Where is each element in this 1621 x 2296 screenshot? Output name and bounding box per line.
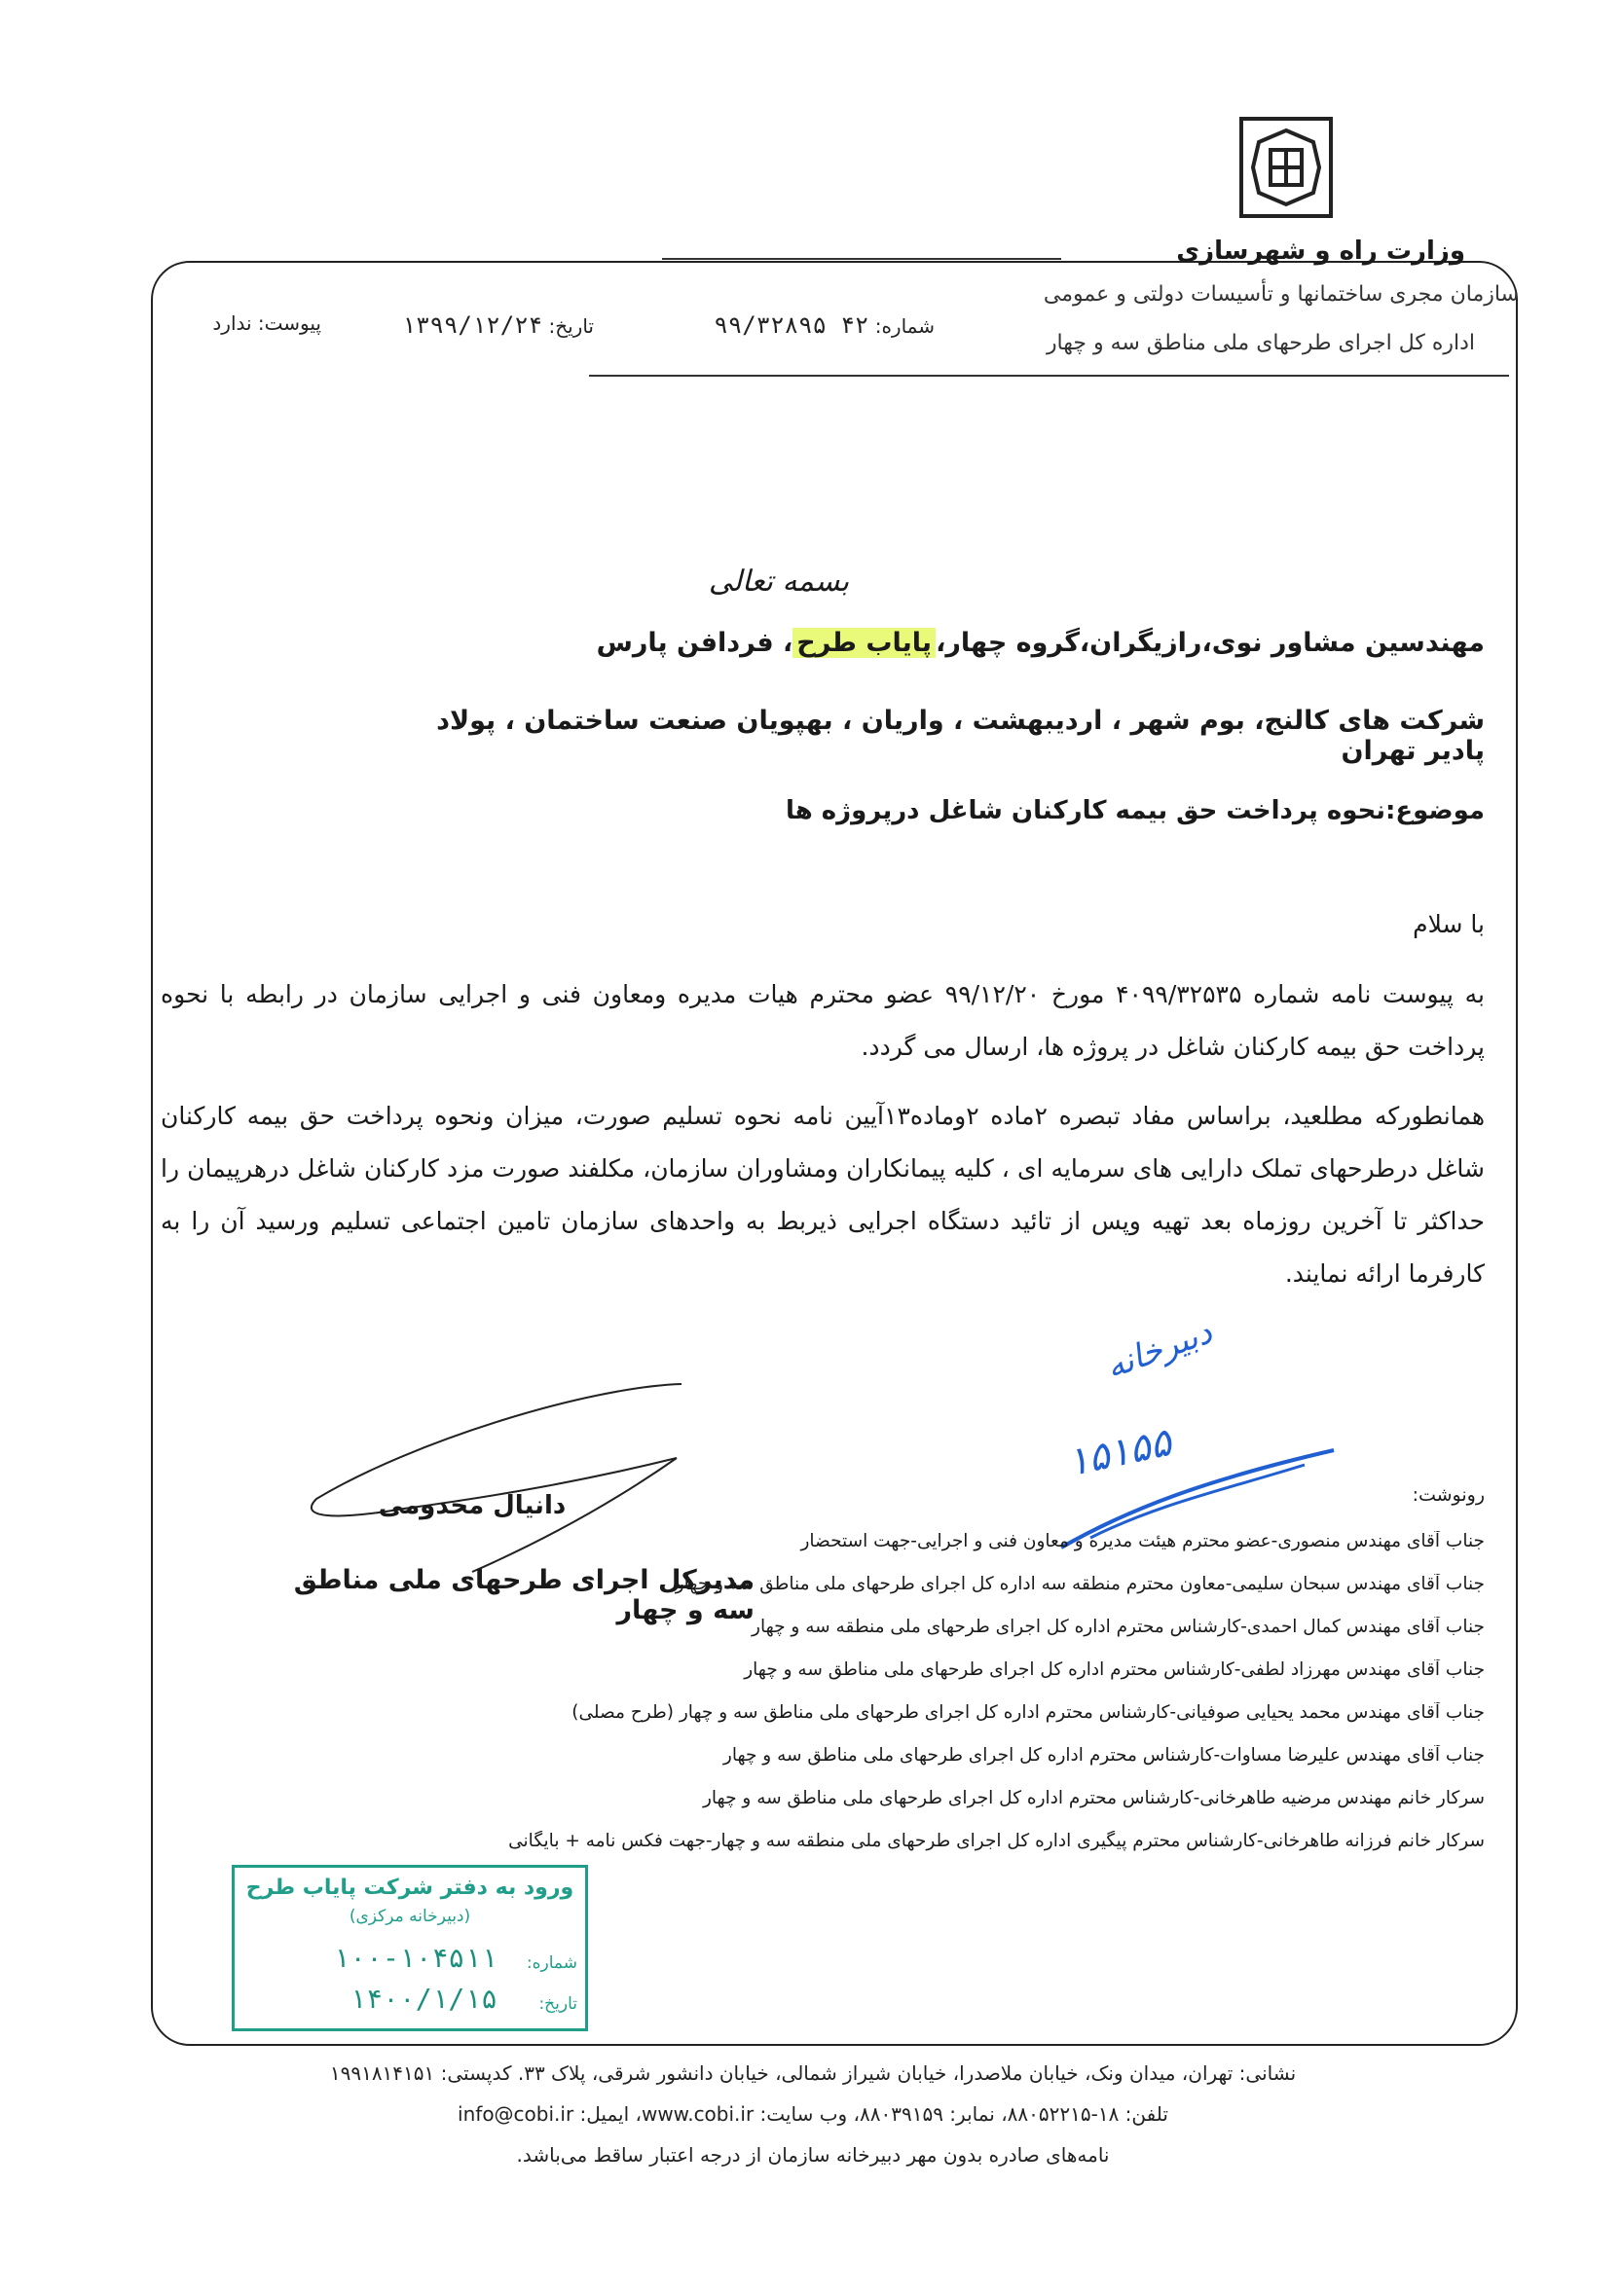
letter-number — [672, 311, 935, 339]
letter-date — [360, 311, 594, 339]
cc-item: جناب آقای مهندس منصوری-عضو محترم هیئت مدیره و معاون فنی و اجرایی-جهت استحضار — [800, 1531, 1485, 1551]
letter-date-value: ۱۳۹۹/۱۲/۲۴ — [401, 311, 543, 339]
organization-name: سازمان مجری ساختمانها و تأسیسات دولتی و عمومی — [1043, 282, 1519, 307]
cc-label: رونوشت: — [1412, 1484, 1485, 1506]
body-paragraph-1: به پیوست نامه شماره ۴۰۹۹/۳۲۵۳۵ مورخ ۹۹/۱۲/۲۰ عضو محترم هیات مدیره ومعاون فنی و اجرایی سازمان در رابطه با نحوه پرداخت حق بیمه کارکنان شاغل در پروژه ها، ارسال می گردد. — [161, 980, 1485, 1061]
recipients-line-2: شرکت های کالنج، بوم شهر ، اردیبهشت ، واریان ، بهپویان صنعت ساختمان ، پولاد پادیر تهران — [436, 706, 1485, 766]
receipt-stamp — [232, 1865, 588, 2031]
letter-attachment-label: پیوست: — [257, 311, 321, 335]
ministry-name: وزارت راه و شهرسازی — [1176, 237, 1465, 266]
cc-item: جناب آقای مهندس علیرضا مساوات-کارشناس محترم اداره کل اجرای طرحهای ملی مناطق سه و چهار — [722, 1745, 1485, 1766]
cc-item: سرکار خانم فرزانه طاهرخانی-کارشناس محترم پیگیری اداره کل اجرای طرحهای ملی منطقه سه و چهار-جهت فکس نامه + بایگانی — [508, 1831, 1485, 1851]
recipients-line-1-after: ، فردافن پارس — [596, 628, 793, 658]
handwritten-note-line1: دبیرخانه — [1100, 1312, 1218, 1387]
footer-notice: نامه‌های صادره بدون مهر دبیرخانه سازمان از درجه اعتبار ساقط می‌باشد. — [516, 2143, 1110, 2167]
letter-attachment — [175, 311, 321, 335]
footer-address: نشانی: تهران، میدان ونک، خیابان ملاصدرا، خیابان شیراز شمالی، خیابان دانشور شرقی، پلاک ۳۳. کدپستی: ۱۹۹۱۸۱۴۱۵۱ — [329, 2061, 1297, 2085]
stamp-subtitle: (دبیرخانه مرکزی) — [349, 1907, 471, 1926]
cc-item: جناب آقای مهندس کمال احمدی-کارشناس محترم اداره کل اجرای طرحهای ملی منطقه سه و چهار — [752, 1617, 1485, 1637]
cc-item: سرکار خانم مهندس مرضیه طاهرخانی-کارشناس محترم اداره کل اجرای طرحهای ملی مناطق سه و چهار — [702, 1788, 1485, 1808]
recipients-highlight: پایاب طرح — [792, 628, 936, 658]
letter-number-value: ۴۲ ۹۹/۳۲۸۹۵ — [714, 311, 869, 339]
letter-attachment-value: ندارد — [212, 311, 252, 335]
header-divider-top — [662, 258, 1061, 260]
cc-item: جناب آقای مهندس محمد یحیایی صوفیانی-کارشناس محترم اداره کل اجرای طرحهای ملی مناطق سه و چهار (طرح مصلی) — [571, 1702, 1485, 1723]
cc-item: جناب آقای مهندس مهرزاد لطفی-کارشناس محترم اداره کل اجرای طرحهای ملی مناطق سه و چهار — [744, 1659, 1485, 1680]
subject: موضوع:نحوه پرداخت حق بیمه کارکنان شاغل درپروژه ها — [785, 796, 1485, 825]
ministry-logo-icon — [1239, 117, 1333, 218]
recipients-line-1-before: مهندسین مشاور نوی،رازیگران،گروه چهار، — [936, 628, 1485, 658]
footer-contact: تلفن: ۱۸-۸۸۰۵۲۲۱۵، نمابر: ۸۸۰۳۹۱۵۹، وب سایت: www.cobi.ir، ایمیل: info@cobi.ir — [458, 2102, 1168, 2126]
stamp-title: ورود به دفتر شرکت پایاب طرح — [245, 1876, 574, 1900]
department-name: اداره کل اجرای طرحهای ملی مناطق سه و چهار — [1046, 331, 1475, 355]
recipients-line-1 — [389, 628, 1485, 658]
letter-date-label: تاریخ: — [548, 314, 594, 338]
handwritten-note-line2: ۱۵۱۵۵ — [1063, 1419, 1176, 1486]
basmala: بسمه تعالی — [708, 565, 850, 599]
body-paragraph-2: همانطورکه مطلعید، براساس مفاد تبصره ۲ماده ۲وماده۱۳آیین نامه نحوه تسلیم صورت، میزان ونحوه پرداخت حق بیمه کارکنان شاغل درطرحهای تملک دارایی های سرمایه ای ، کلیه پیمانکاران ومشاوران سازمان، مکلفند صورت مزد کارکنان شاغل درهرپیمان را حداکثر تا آخرین روزماه بعد تهیه وپس از تائید دستگاه اجرایی ذیربط به واحدهای سازمان تامین اجتماعی تسلیم ورسید آن را به کارفرما ارائه نمایند. — [161, 1102, 1486, 1288]
greeting: با سلام — [1413, 910, 1485, 938]
signatory-title: مدیرکل اجرای طرحهای ملی مناطق سه و چهار — [293, 1565, 755, 1625]
signatory-name: دانیال مخدومی — [378, 1491, 567, 1520]
letter-number-label: شماره: — [874, 314, 935, 338]
cc-item: جناب آقای مهندس سبحان سلیمی-معاون محترم منطقه سه اداره کل اجرای طرحهای ملی مناطق سه و چهار — [675, 1574, 1485, 1594]
header-divider-bottom — [589, 375, 1509, 377]
stamp-number-value: ۱۰۰-۱۰۴۵۱۱ — [333, 1942, 497, 1974]
stamp-date-value: ۱۴۰۰/۱/۱۵ — [350, 1983, 497, 2015]
stamp-date-label: تاریخ: — [538, 1994, 577, 2014]
stamp-number-label: شماره: — [526, 1953, 577, 1973]
